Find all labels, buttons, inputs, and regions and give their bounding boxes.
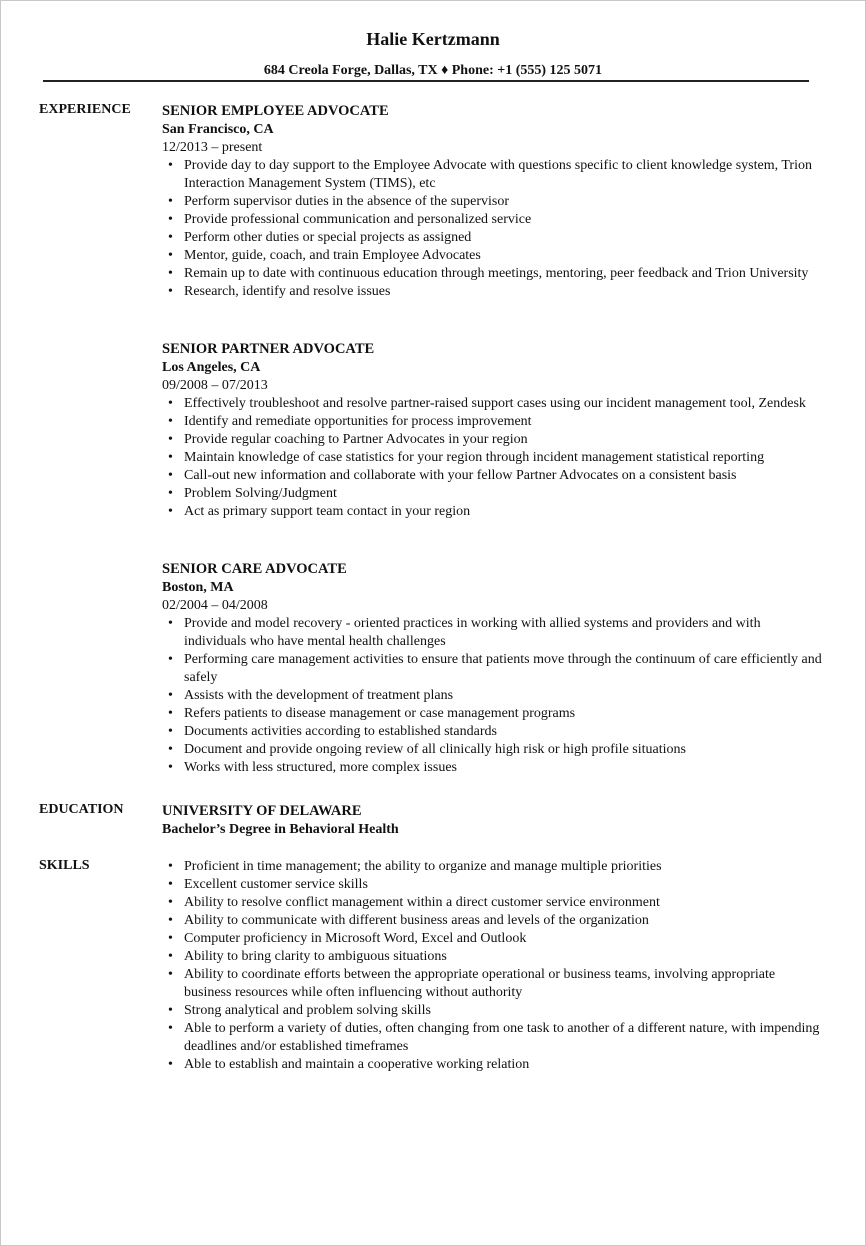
job-entry xyxy=(162,102,822,301)
list-item: • Effectively troubleshoot and resolve partner-raised support cases using our incident management tool, Zendesk xyxy=(162,395,822,413)
job-title: SENIOR EMPLOYEE ADVOCATE xyxy=(162,103,389,119)
list-item: • Ability to resolve conflict management within a direct customer service environment xyxy=(162,894,822,912)
list-item: • Strong analytical and problem solving skills xyxy=(162,1002,822,1020)
job-bullets xyxy=(162,157,822,301)
job-location: Los Angeles, CA xyxy=(162,360,261,375)
list-item: • Provide regular coaching to Partner Advocates in your region xyxy=(162,431,822,449)
list-item: • Computer proficiency in Microsoft Word, Excel and Outlook xyxy=(162,930,822,948)
list-item: • Maintain knowledge of case statistics for your region through incident management statistical reporting xyxy=(162,449,822,467)
job-title: SENIOR PARTNER ADVOCATE xyxy=(162,341,375,357)
list-item: • Perform supervisor duties in the absence of the supervisor xyxy=(162,193,822,211)
job-bullets xyxy=(162,615,822,777)
list-item: • Act as primary support team contact in your region xyxy=(162,503,822,521)
list-item: • Provide day to day support to the Employee Advocate with questions specific to client knowledge system, Trion Interaction Management System (TIMS), etc xyxy=(162,157,822,193)
list-item: • Problem Solving/Judgment xyxy=(162,485,822,503)
list-item: • Ability to bring clarity to ambiguous situations xyxy=(162,948,822,966)
header-divider xyxy=(43,80,809,82)
candidate-name: Halie Kertzmann xyxy=(366,29,500,49)
list-item: • Proficient in time management; the ability to organize and manage multiple priorities xyxy=(162,858,822,876)
list-item: • Document and provide ongoing review of all clinically high risk or high profile situations xyxy=(162,741,822,759)
job-location: Boston, MA xyxy=(162,580,234,595)
job-entry xyxy=(162,340,822,521)
contact-line: 684 Creola Forge, Dallas, TX ♦ Phone: +1 (555) 125 5071 xyxy=(263,63,603,78)
list-item: • Excellent customer service skills xyxy=(162,876,822,894)
degree: Bachelor’s Degree in Behavioral Health xyxy=(162,822,399,837)
skills-list-block xyxy=(162,858,822,1074)
section-label-education: EDUCATION xyxy=(39,802,124,817)
list-item: • Provide and model recovery - oriented practices in working with allied systems and providers and with individuals who have mental health challenges xyxy=(162,615,822,651)
job-dates: 09/2008 – 07/2013 xyxy=(162,378,268,393)
list-item: • Remain up to date with continuous education through meetings, mentoring, peer feedback and Trion University xyxy=(162,265,822,283)
list-item: • Refers patients to disease management or case management programs xyxy=(162,705,822,723)
list-item: • Documents activities according to established standards xyxy=(162,723,822,741)
list-item: • Able to establish and maintain a cooperative working relation xyxy=(162,1056,822,1074)
job-location: San Francisco, CA xyxy=(162,122,274,137)
list-item: • Mentor, guide, coach, and train Employee Advocates xyxy=(162,247,822,265)
list-item: • Perform other duties or special projects as assigned xyxy=(162,229,822,247)
job-bullets xyxy=(162,395,822,521)
list-item: • Research, identify and resolve issues xyxy=(162,283,822,301)
school-name: UNIVERSITY OF DELAWARE xyxy=(162,803,362,819)
list-item: • Performing care management activities to ensure that patients move through the continuum of care efficiently and safely xyxy=(162,651,822,687)
section-label-skills: SKILLS xyxy=(39,858,90,873)
education-entry xyxy=(162,802,822,839)
list-item: • Works with less structured, more complex issues xyxy=(162,759,822,777)
job-dates: 12/2013 – present xyxy=(162,140,263,155)
list-item: • Call-out new information and collaborate with your fellow Partner Advocates on a consistent basis xyxy=(162,467,822,485)
list-item: • Able to perform a variety of duties, often changing from one task to another of a different nature, with impending deadlines and/or established timeframes xyxy=(162,1020,822,1056)
list-item: • Ability to coordinate efforts between the appropriate operational or business teams, involving appropriate business resources while often influencing without authority xyxy=(162,966,822,1002)
list-item: • Ability to communicate with different business areas and levels of the organization xyxy=(162,912,822,930)
list-item: • Assists with the development of treatment plans xyxy=(162,687,822,705)
job-title: SENIOR CARE ADVOCATE xyxy=(162,561,347,577)
job-dates: 02/2004 – 04/2008 xyxy=(162,598,268,613)
list-item: • Provide professional communication and personalized service xyxy=(162,211,822,229)
section-label-experience: EXPERIENCE xyxy=(39,102,131,117)
job-entry xyxy=(162,560,822,777)
skills-list xyxy=(162,858,822,1074)
list-item: • Identify and remediate opportunities for process improvement xyxy=(162,413,822,431)
